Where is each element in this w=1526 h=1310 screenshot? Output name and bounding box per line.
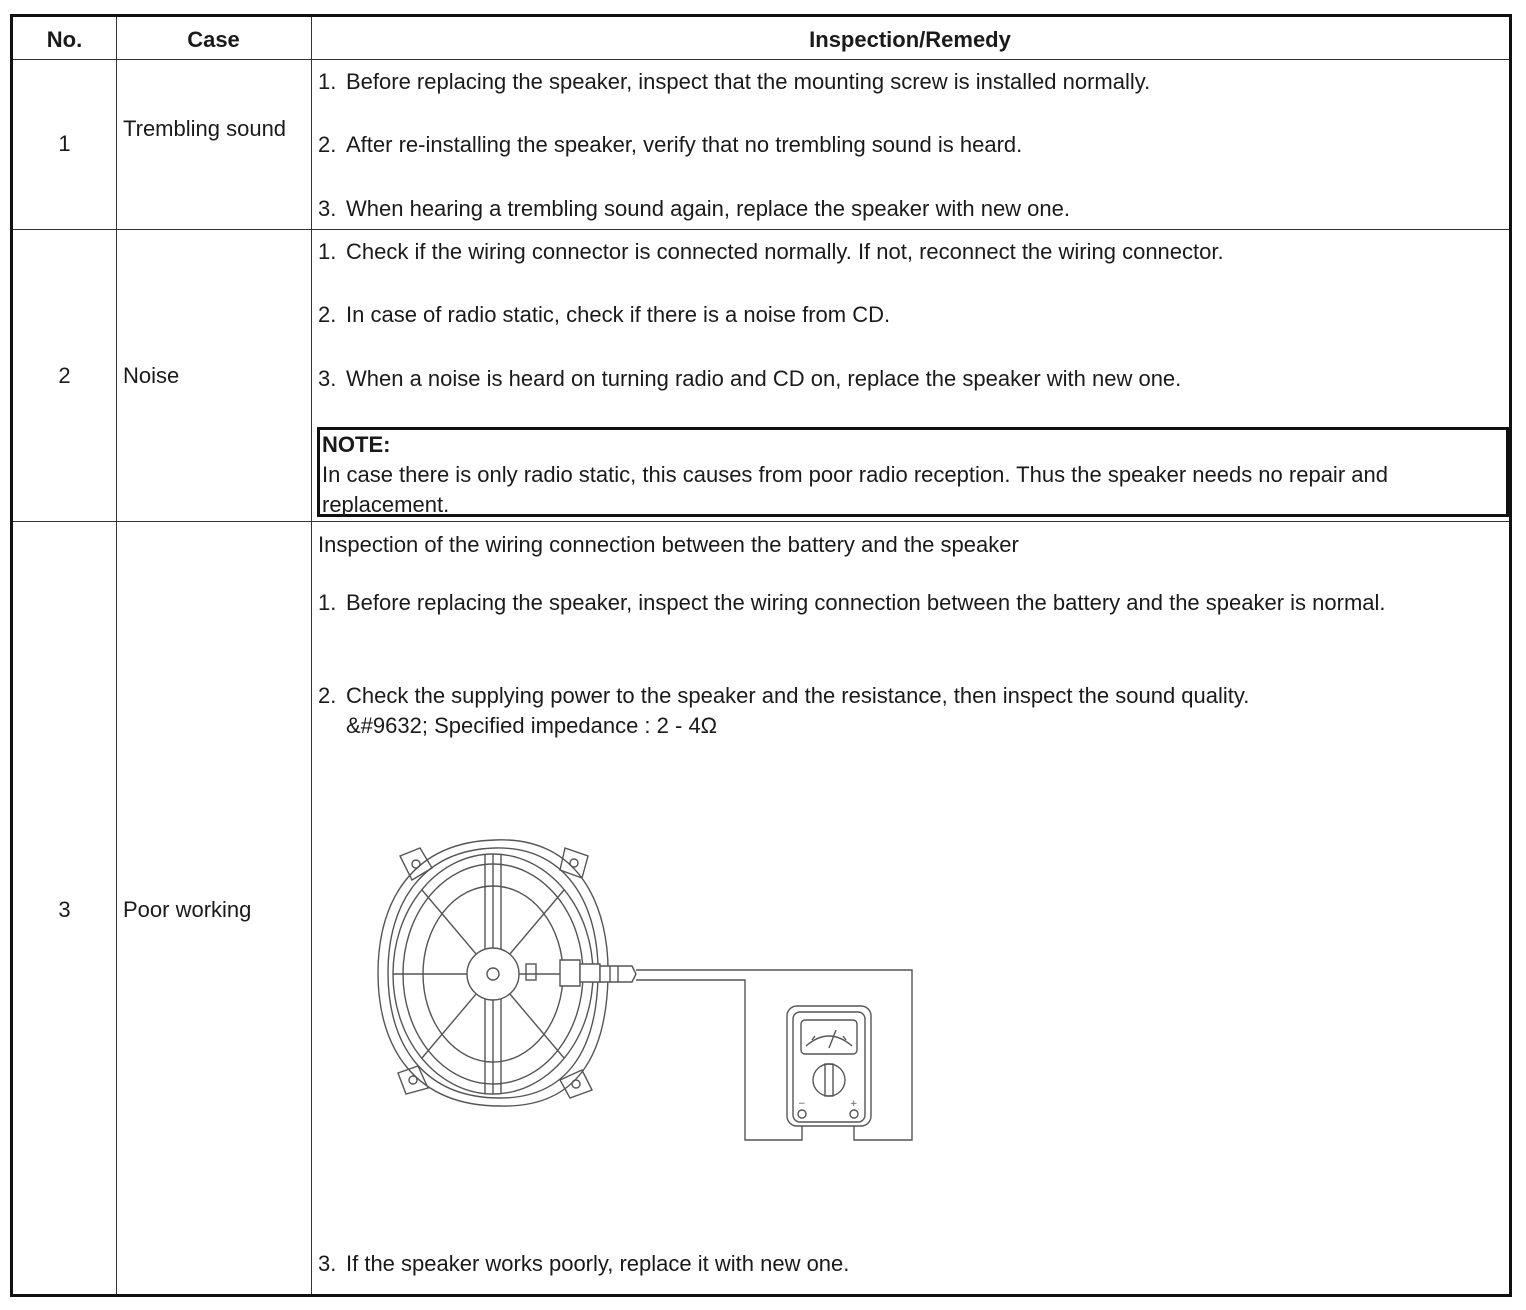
positive-terminal-label: + [850, 1099, 858, 1109]
step-number: 2. [318, 302, 337, 327]
step-number: 2. [318, 132, 337, 157]
row-2-case: Noise [123, 363, 180, 388]
note-text: In case there is only radio static, this causes from poor radio reception. Thus the speaker needs no repair and replacement. [322, 462, 1388, 517]
negative-terminal-label: − [798, 1099, 806, 1109]
row-3-no: 3 [58, 897, 71, 922]
row-1-no: 1 [58, 131, 71, 156]
header-inspection: Inspection/Remedy [809, 27, 1011, 52]
row-divider [13, 59, 1509, 60]
impedance-spec: &#9632; Specified impedance : 2 - 4Ω [346, 713, 718, 738]
row-divider [13, 229, 1509, 230]
speaker-test-diagram [360, 818, 930, 1158]
step-number: 3. [318, 1251, 337, 1276]
row-3-case: Poor working [123, 897, 252, 922]
note-box [317, 427, 1509, 517]
header-no: No. [46, 27, 83, 52]
step-text: Check if the wiring connector is connected normally. If not, reconnect the wiring connector. [346, 239, 1224, 264]
column-divider [116, 17, 117, 1294]
row-3-step-3 [318, 1249, 1497, 1279]
step-text: Before replacing the speaker, inspect the wiring connection between the battery and the speaker is normal. [346, 590, 1386, 615]
row-3-intro: Inspection of the wiring connection between the battery and the speaker [318, 532, 1019, 557]
step-text: Check the supplying power to the speaker and the resistance, then inspect the sound quality. [346, 683, 1250, 708]
row-1-step-2 [318, 130, 1497, 160]
row-3-step-1 [318, 588, 1497, 618]
header-case: Case [187, 27, 240, 52]
step-number: 3. [318, 196, 337, 221]
note-title: NOTE: [322, 432, 391, 457]
row-1-case: Trembling sound [123, 116, 287, 141]
row-divider [13, 521, 1509, 522]
step-number: 3. [318, 366, 337, 391]
row-3-step-2 [318, 681, 1497, 741]
row-2-no: 2 [58, 363, 71, 388]
row-2-step-2 [318, 300, 1497, 330]
step-text: When hearing a trembling sound again, replace the speaker with new one. [346, 196, 1071, 221]
row-1-step-3 [318, 194, 1497, 224]
step-text: After re-installing the speaker, verify that no trembling sound is heard. [346, 132, 1023, 157]
row-1-step-1 [318, 67, 1497, 97]
step-text: If the speaker works poorly, replace it with new one. [346, 1251, 850, 1276]
column-divider [311, 17, 312, 1294]
row-2-step-1 [318, 237, 1497, 267]
step-text: When a noise is heard on turning radio and CD on, replace the speaker with new one. [346, 366, 1182, 391]
step-number: 1. [318, 69, 337, 94]
step-text: Before replacing the speaker, inspect that the mounting screw is installed normally. [346, 69, 1151, 94]
step-number: 1. [318, 239, 337, 264]
row-2-step-3 [318, 364, 1497, 394]
step-text: In case of radio static, check if there is a noise from CD. [346, 302, 891, 327]
speaker-icon [378, 840, 636, 1106]
step-number: 2. [318, 683, 337, 708]
step-number: 1. [318, 590, 337, 615]
